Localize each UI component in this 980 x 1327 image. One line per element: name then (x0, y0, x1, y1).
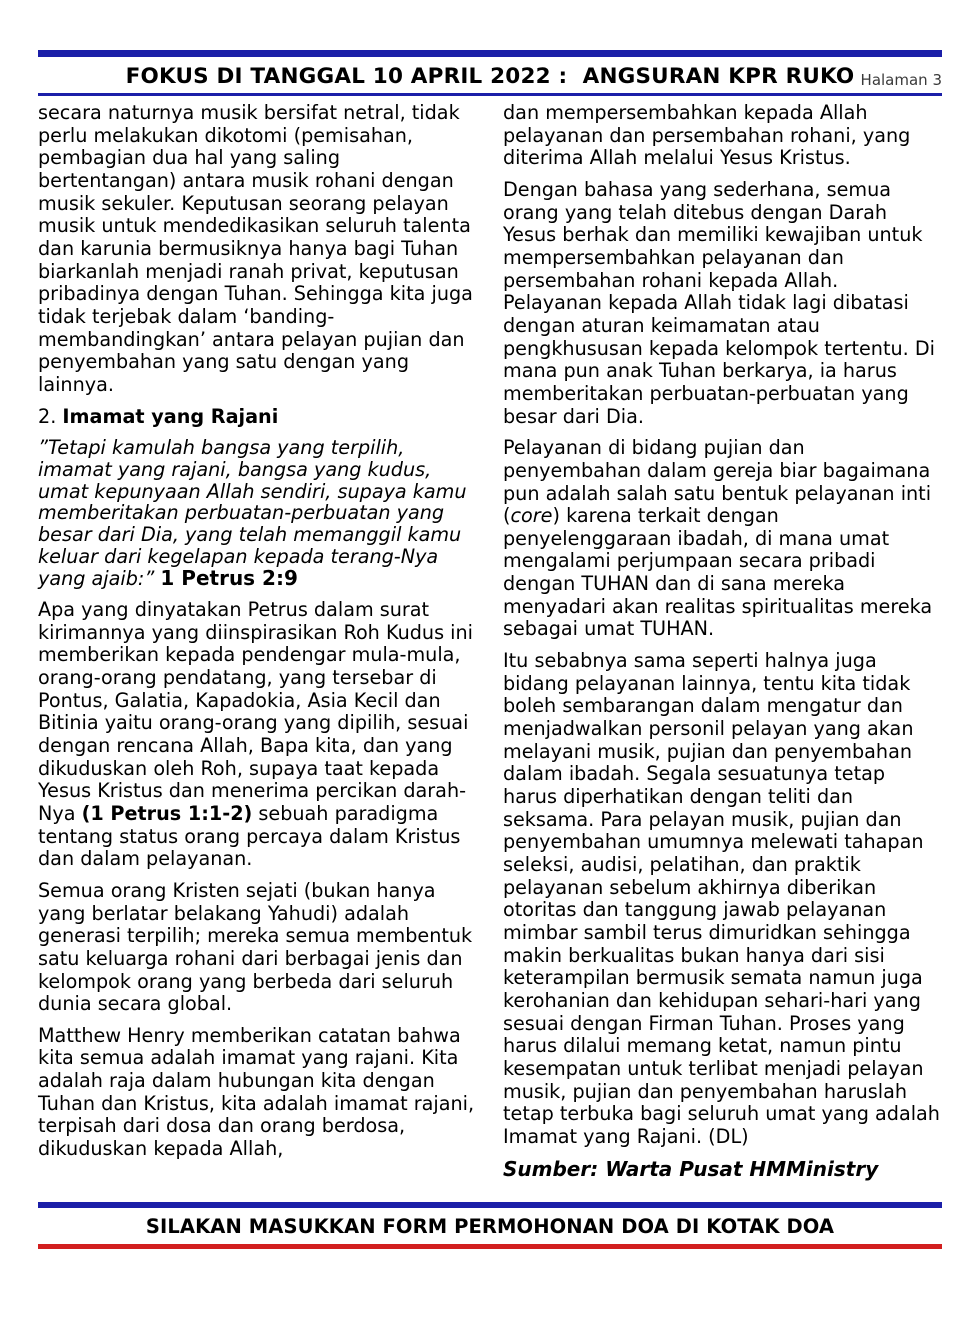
paragraph: secara naturnya musik bersifat netral, tidak perlu melakukan dikotomi (pemisahan, pembagian dua hal yang saling bertentangan) antara musik rohani dengan musik sekuler. Keputusan seorang pelayan musik untuk mendedikasikan seluruh talenta dan karunia bermusiknya hanya bagi Tuhan biarkanlah menjadi ranah privat, keputusan pribadinya dengan Tuhan. Sehingga kita juga tidak terjebak dalam ‘banding-membandingkan’ antara pelayan pujian dan penyembahan yang satu dengan yang lainnya. (38, 101, 473, 396)
header-bottom-rule (38, 93, 942, 96)
left-column (38, 102, 477, 1190)
paragraph-text-part-b: sebuah paradigma tentang status orang percaya dalam Kristus dan dalam pelayanan. (38, 801, 461, 871)
paragraph-text-part-a: Apa yang dinyatakan Petrus dalam surat kirimannya yang diinspirasikan Roh Kudus ini memberikan kepada pendengar mula-mula, orang-orang pendatang, yang tersebar di Pontus, Galatia, Kapadokia, Asia Kecil dan Bitinia yaitu orang-orang yang dipilih, sesuai dengan rencana Allah, Bapa kita, dan yang dikuduskan oleh Roh, supaya taat kepada Yesus Kristus dan menerima percikan darah-Nya (38, 598, 473, 825)
paragraph (38, 599, 477, 871)
verse-reference-inline: (1 Petrus 1:1-2) (81, 801, 253, 825)
paragraph: Matthew Henry memberikan catatan bahwa kita semua adalah imamat yang rajani. Kita adalah raja dalam hubungan kita dengan Tuhan dan Kristus, kita adalah imamat rajani, terpisah dari dosa dan orang berdosa, dikuduskan kepada Allah, (38, 1023, 475, 1161)
paragraph (503, 437, 942, 641)
quote-reference: 1 Petrus 2:9 (160, 566, 298, 591)
page-title: FOKUS DI TANGGAL 10 APRIL 2022 : ANGSURAN KPR RUKO (125, 64, 855, 89)
paragraph: Dengan bahasa yang sederhana, semua orang yang telah ditebus dengan Darah Yesus berhak dan memiliki kewajiban untuk mempersembahkan pelayanan dan persembahan rohani kepada Allah. Pelayanan kepada Allah tidak lagi dibatasi dengan aturan keimamatan atau pengkhususan kepada kelompok tertentu. Di mana pun anak Tuhan berkarya, ia harus memberitakan perbuatan-perbuatan yang besar dari Dia. (503, 177, 935, 428)
paragraph: Semua orang Kristen sejati (bukan hanya yang berlatar belakang Yahudi) adalah generasi terpilih; mereka semua membentuk satu keluarga rohani dari berbagai jenis dan kelompok orang yang berbeda dari seluruh dunia secara global. (38, 878, 473, 1016)
footer-bottom-rule (38, 1244, 942, 1249)
subheading-title: Imamat yang Rajani (62, 404, 279, 428)
article-columns (38, 102, 942, 1190)
section-subheading (38, 406, 477, 429)
page (0, 50, 980, 1327)
quote-text: ”Tetapi kamulah bangsa yang terpilih, imamat yang rajani, bangsa yang kudus, umat kepunyaan Allah sendiri, supaya kamu memberitakan perbuatan-perbuatan yang besar dari Dia, yang telah memanggil kamu keluar dari kegelapan kepada terang-Nya yang ajaib:” (38, 436, 467, 591)
paragraph: Itu sebabnya sama seperti halnya juga bidang pelayanan lainnya, tentu kita tidak boleh sembarangan dalam mengatur dan menjadwalkan personil pelayan yang akan melayani musik, pujian dan penyembahan dalam ibadah. Segala sesuatunya tetap harus diperhatikan dengan teliti dan seksama. Para pelayan musik, pujian dan penyembahan umumnya melewati tahapan seleksi, audisi, pelatihan, dan praktik pelayanan sebelum akhirnya diberikan otoritas dan tanggung jawab pelayanan mimbar sambil terus dimuridkan sehingga makin berkualitas bukan hanya dari sisi keterampilan bermusik semata namun juga kerohanian dan kehidupan sehari-hari yang sesuai dengan Firman Tuhan. Proses yang harus dilalui memang ketat, namun pintu kesempatan untuk terlibat menjadi pelayan musik, pujian dan penyembahan haruslah tetap terbuka bagi seluruh umat yang adalah Imamat yang Rajani. (DL) (503, 649, 940, 1148)
source-attribution: Sumber: Warta Pusat HMMinistry (503, 1156, 879, 1181)
emphasis-term: core (510, 504, 553, 528)
paragraph-text-part-a: Pelayanan di bidang pujian dan penyembahan dalam gereja biar bagaimana pun adalah salah satu bentuk pelayanan inti ( (503, 436, 932, 528)
page-header (38, 57, 942, 93)
header-top-rule (38, 50, 942, 57)
footer-notice: SILAKAN MASUKKAN FORM PERMOHONAN DOA DI KOTAK DOA (145, 1215, 835, 1239)
scripture-quote (38, 437, 477, 590)
paragraph-text-part-b: ) karena terkait dengan penyelenggaraan ibadah, di mana umat mengalami perjumpaan secara pribadi dengan TUHAN dan di sana mereka menyadari akan realitas spiritualitas mereka sebagai umat TUHAN. (503, 504, 933, 641)
right-column (503, 102, 942, 1190)
subheading-number: 2. (38, 404, 63, 428)
page-number-label: Halaman 3 (860, 71, 942, 89)
paragraph: dan mempersembahkan kepada Allah pelayanan dan persembahan rohani, yang diterima Allah melalui Yesus Kristus. (503, 101, 911, 170)
